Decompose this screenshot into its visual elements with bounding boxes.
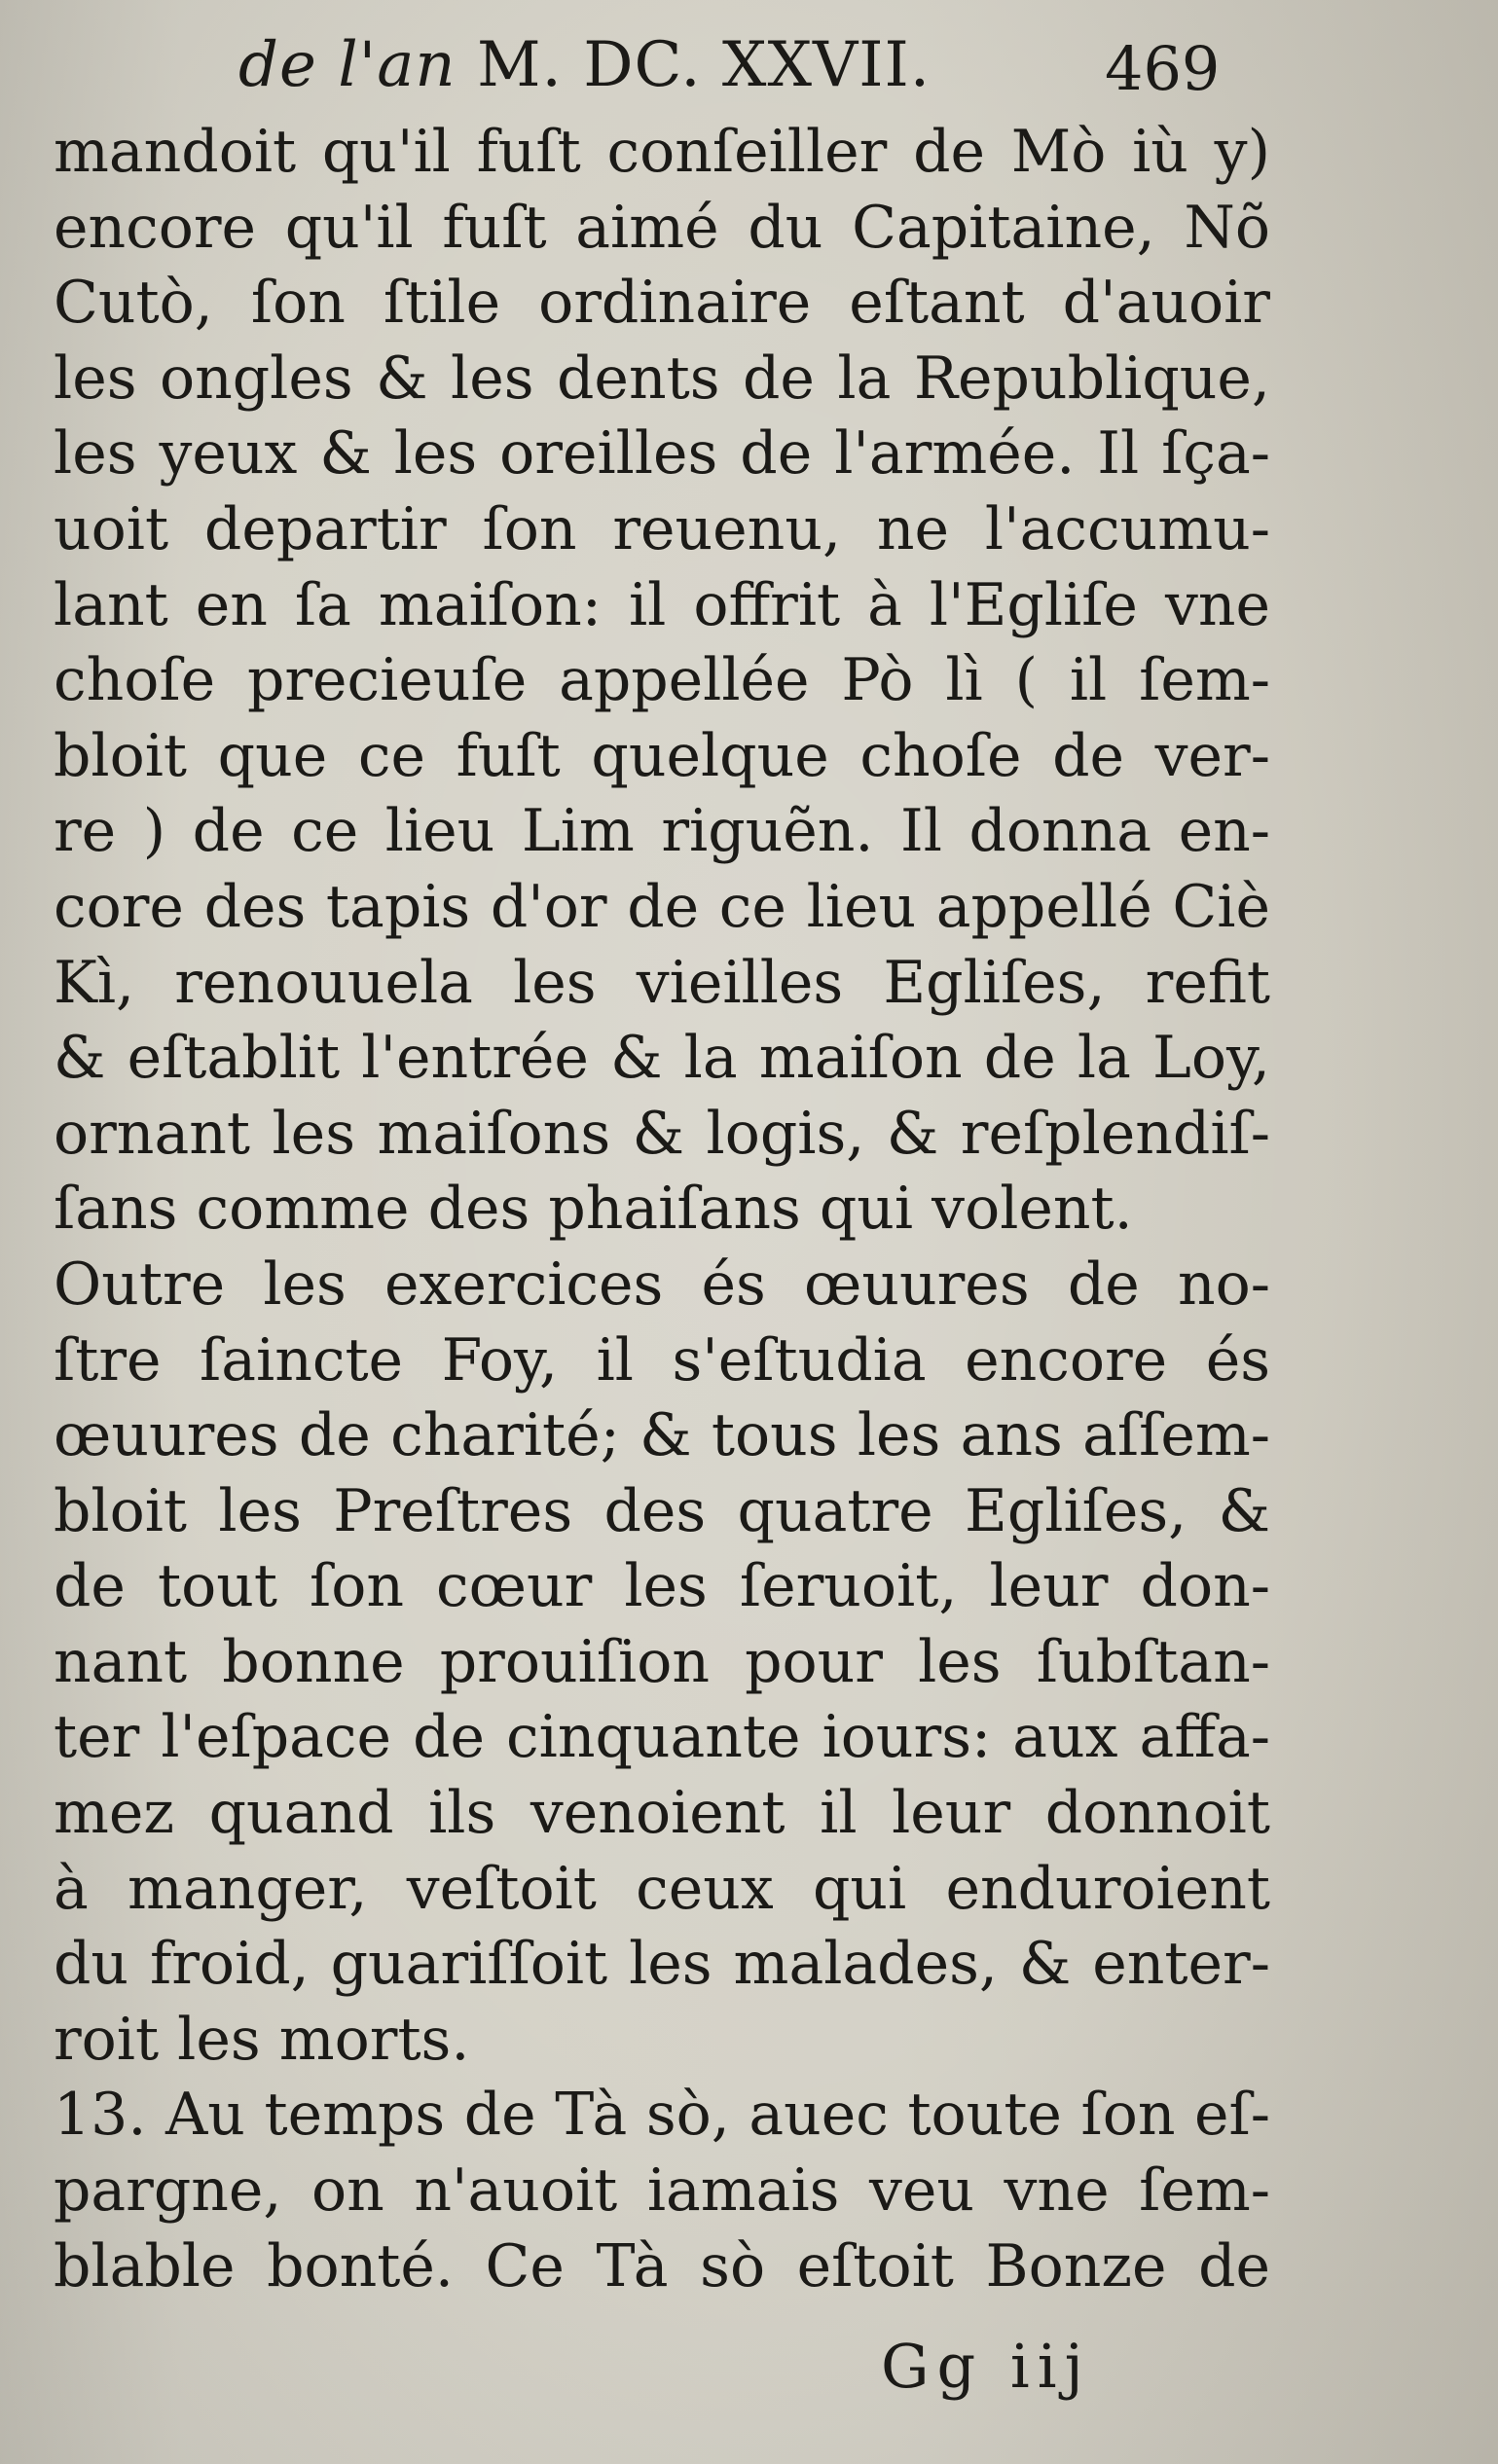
text-line: les yeux & les oreilles de l'armée. Il ſça- — [54, 419, 1270, 489]
text-line: blable bonté. Ce Tà sò eſtoit Bonze de — [54, 2231, 1270, 2301]
running-title — [238, 29, 931, 101]
text-line: encore qu'il fuſt aimé du Capitaine, Nõ — [54, 193, 1270, 262]
running-title-italic: de l'an — [238, 29, 457, 101]
body-text — [54, 115, 1270, 2304]
text-line: les ongles & les dents de la Republique, — [54, 344, 1270, 413]
text-line: bloit que ce fuſt quelque choſe de ver- — [54, 721, 1270, 790]
signature-mark: Gg iij — [881, 2331, 1091, 2402]
page-number: 469 — [1105, 33, 1221, 104]
text-line: lant en ſa maiſon: il offrit à l'Egliſe vne — [54, 570, 1270, 639]
text-line: ter l'eſpace de cinquante iours: aux affa- — [54, 1703, 1270, 1772]
paragraph-13-start: 13. Au temps de Tà sò, auec toute ſon eſ- — [54, 2081, 1270, 2150]
text-line: bloit les Preſtres des quatre Egliſes, & — [54, 1476, 1270, 1545]
text-line: core des tapis d'or de ce lieu appellé Ciè — [54, 872, 1270, 941]
text-line: pargne, on n'auoit iamais veu vne ſem- — [54, 2156, 1270, 2226]
text-line: re ) de ce lieu Lim riguẽn. Il donna en- — [54, 797, 1270, 866]
text-line: œuures de charité; & tous les ans aſſem- — [54, 1401, 1270, 1470]
text-line: choſe precieuſe appellée Pò lì ( il ſem- — [54, 646, 1270, 715]
text-line: mez quand ils venoient il leur donnoit — [54, 1779, 1270, 1848]
text-line: Outre les exercices és œuures de no- — [54, 1250, 1270, 1319]
text-line: à manger, veſtoit ceux qui enduroient — [54, 1854, 1270, 1923]
running-title-year: M. DC. XXVII. — [476, 29, 932, 101]
text-line: Kì, renouuela les vieilles Egliſes, refit — [54, 948, 1270, 1017]
text-line: mandoit qu'il fuſt conſeiller de Mò iù y) — [54, 118, 1270, 186]
text-line: du froid, guariſſoit les malades, & enter- — [54, 1930, 1270, 1999]
text-line: de tout ſon cœur les ſeruoit, leur don- — [54, 1552, 1270, 1621]
text-line: ſtre ſaincte Foy, il s'eſtudia encore és — [54, 1325, 1270, 1395]
text-line: ornant les maiſons & logis, & reſplendiſ- — [54, 1099, 1270, 1168]
text-line: nant bonne prouiſion pour les ſubſtan- — [54, 1627, 1270, 1696]
text-line: roit les morts. — [54, 2005, 470, 2074]
text-line: & eſtablit l'entrée & la maiſon de la Loy, — [54, 1024, 1270, 1093]
text-line: Cutò, ſon ſtile ordinaire eſtant d'auoir — [54, 269, 1270, 338]
text-line: uoit departir ſon reuenu, ne l'accumu- — [54, 494, 1270, 563]
text-line: ſans comme des phaiſans qui volent. — [54, 1175, 1133, 1244]
